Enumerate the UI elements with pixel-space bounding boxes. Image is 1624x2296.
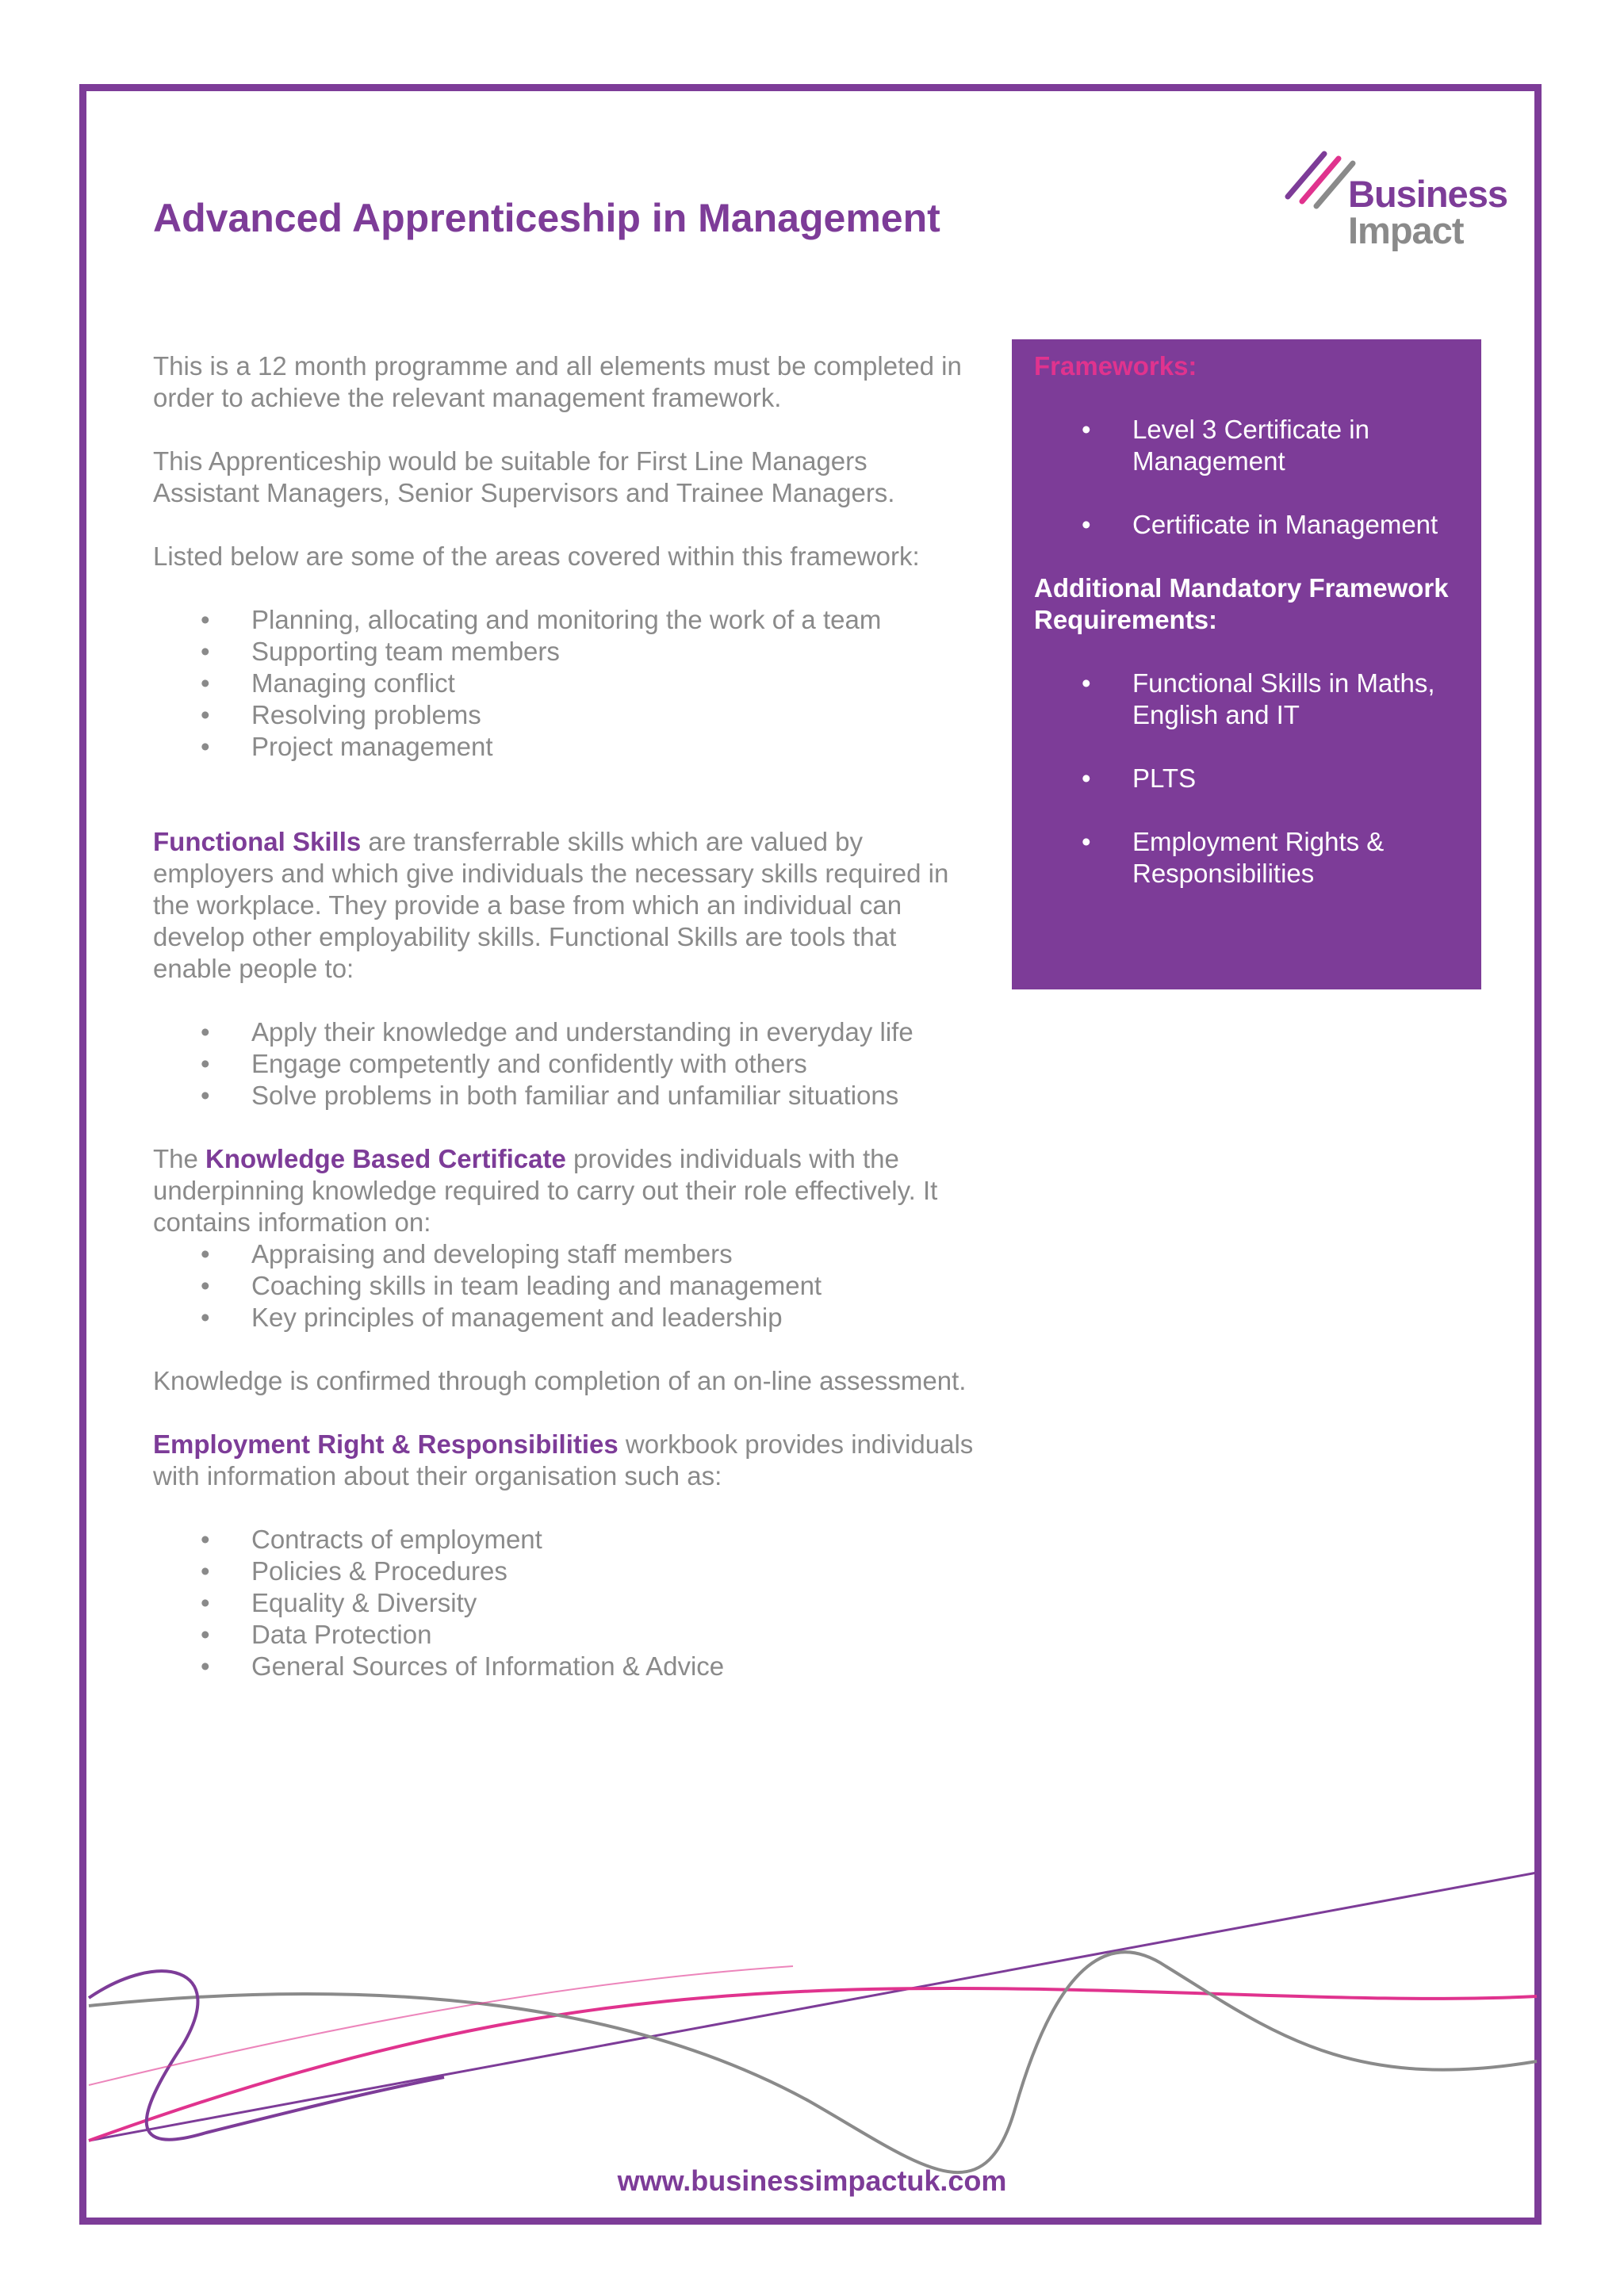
employment-list — [153, 1524, 978, 1682]
list-item: • Appraising and developing staff members — [153, 1238, 978, 1270]
frameworks-sidebar — [1012, 339, 1481, 989]
list-item: • Employment Rights & Responsibilities — [1034, 826, 1459, 890]
logo-word-business: Business — [1348, 173, 1507, 215]
list-item: • Key principles of management and leadership — [153, 1302, 978, 1334]
list-item: • Managing conflict — [153, 668, 978, 699]
page-title: Advanced Apprenticeship in Management — [153, 196, 940, 240]
list-item: • Level 3 Certificate in Management — [1034, 414, 1459, 477]
functional-skills-list — [153, 1016, 978, 1112]
intro-paragraph-3: Listed below are some of the areas covered within this framework: — [153, 541, 920, 571]
frameworks-list — [1034, 414, 1459, 541]
list-item: • Supporting team members — [153, 636, 978, 668]
functional-skills-highlight: Functional Skills — [153, 827, 362, 856]
list-item: • Resolving problems — [153, 699, 978, 731]
employment-text: workbook provides individuals with information about their organisation such as: — [153, 1429, 974, 1490]
logo-word-impact: Impact — [1348, 209, 1464, 251]
list-item: • Policies & Procedures — [153, 1556, 978, 1587]
intro-paragraph-1: This is a 12 month programme and all elements must be completed in order to achieve the relevant management framework. — [153, 351, 962, 412]
additional-requirements-title: Additional Mandatory Framework Requirements: — [1034, 573, 1449, 634]
spacer — [153, 794, 978, 826]
list-item: • Certificate in Management — [1034, 509, 1459, 541]
knowledge-prefix: The — [153, 1144, 206, 1173]
areas-list — [153, 604, 978, 763]
employment-highlight: Employment Right & Responsibilities — [153, 1429, 619, 1459]
additional-requirements-list — [1034, 668, 1459, 890]
list-item: • Apply their knowledge and understanding in everyday life — [153, 1016, 978, 1048]
footer-url: www.businessimpactuk.com — [617, 2164, 1007, 2197]
list-item: • Functional Skills in Maths, English and IT — [1034, 668, 1459, 731]
frameworks-title: Frameworks: — [1034, 351, 1197, 381]
knowledge-highlight: Knowledge Based Certificate — [205, 1144, 566, 1173]
intro-paragraph-2: This Apprenticeship would be suitable for First Line Managers Assistant Managers, Senior Supervisors and Trainee Managers. — [153, 446, 895, 507]
list-item: • General Sources of Information & Advice — [153, 1651, 978, 1682]
main-content — [153, 350, 978, 1714]
knowledge-confirmation: Knowledge is confirmed through completion of an on-line assessment. — [153, 1366, 967, 1395]
knowledge-list — [153, 1238, 978, 1334]
functional-skills-paragraph — [153, 826, 978, 985]
list-item: • Contracts of employment — [153, 1524, 978, 1556]
list-item: • Planning, allocating and monitoring the work of a team — [153, 604, 978, 636]
list-item: • Solve problems in both familiar and unfamiliar situations — [153, 1080, 978, 1112]
list-item: • Coaching skills in team leading and management — [153, 1270, 978, 1302]
list-item: • Engage competently and confidently with others — [153, 1048, 978, 1080]
list-item: • Data Protection — [153, 1619, 978, 1651]
list-item: • Equality & Diversity — [153, 1587, 978, 1619]
knowledge-paragraph — [153, 1143, 978, 1238]
list-item: • PLTS — [1034, 763, 1459, 794]
list-item: • Project management — [153, 731, 978, 763]
employment-paragraph — [153, 1429, 978, 1492]
logo — [1348, 173, 1507, 251]
functional-skills-text: are transferrable skills which are valued by employers and which give individuals the necessary skills required in the workplace. They provide a base from which an individual can develop other employability skills. Functional Skills are tools that enable people to: — [153, 827, 949, 983]
knowledge-text: provides individuals with the underpinning knowledge required to carry out their role effectively. It contains information on: — [153, 1144, 938, 1237]
